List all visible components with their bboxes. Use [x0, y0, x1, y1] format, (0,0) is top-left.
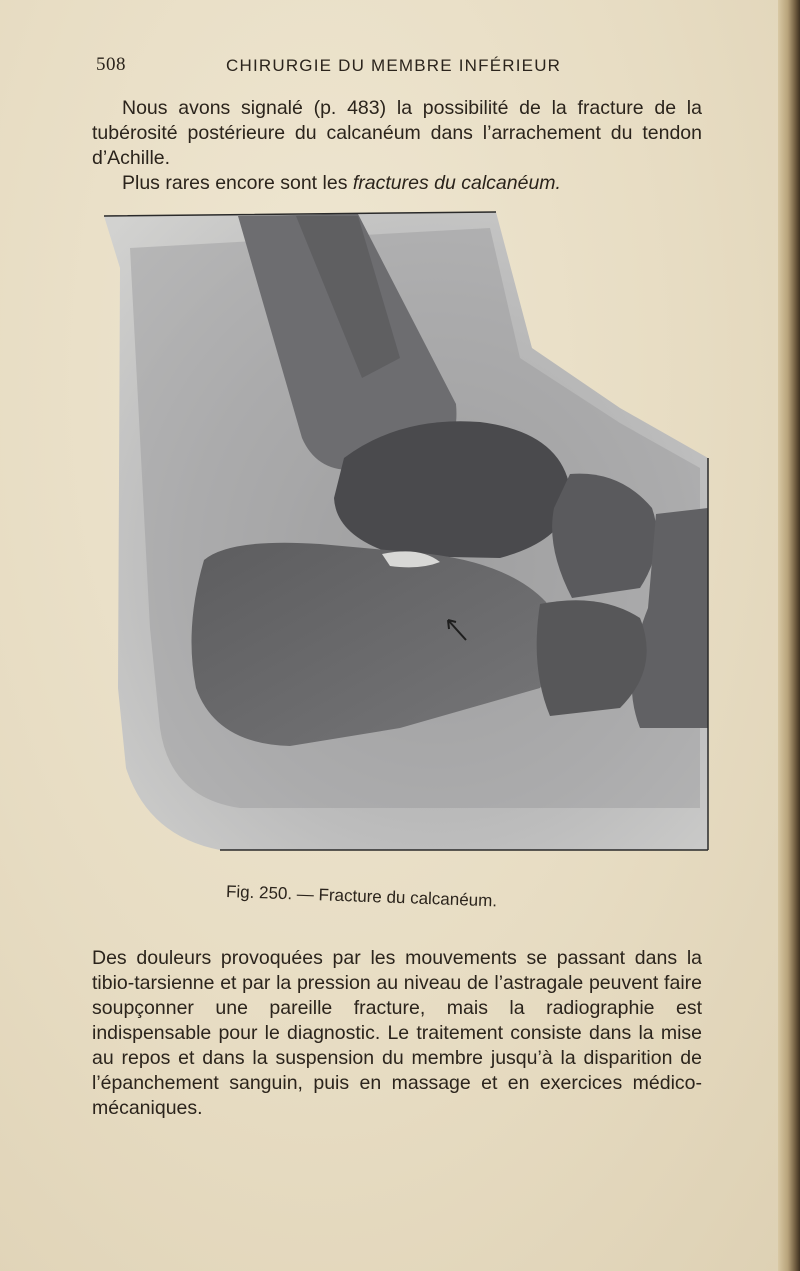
intro-paragraph-2-text: Plus rares encore sont les — [122, 172, 353, 194]
intro-text — [92, 96, 702, 196]
page-number: 508 — [96, 54, 126, 75]
xray-image — [100, 208, 712, 858]
body-paragraph: Des douleurs provoquées par les mouvements se passant dans la tibio-tarsienne et par la pression au niveau de l’astragale peuvent faire soupçonner une pareille fracture, mais la radiographie est indispensable pour le diagnostic. Le traitement consiste dans la mise au repos et dans la suspension du membre jusqu’à la disparition de l’épanchement sanguin, puis en massage et en exercices médico-mécaniques. — [92, 947, 702, 1119]
running-title: CHIRURGIE DU MEMBRE INFÉRIEUR — [226, 56, 562, 75]
body-text — [92, 946, 702, 1121]
book-spine — [778, 0, 800, 1271]
intro-paragraph-2-italic: fractures du calcanéum. — [352, 172, 561, 194]
intro-paragraph-1: Nous avons signalé (p. 483) la possibilité de la fracture de la tubérosité postérieure du calcanéum dans l’arrachement du tendon d’Achille. — [92, 97, 702, 169]
figure-caption: Fig. 250. — Fracture du calcanéum. — [225, 882, 498, 911]
xray-figure — [100, 208, 712, 858]
intro-paragraph-2 — [92, 171, 702, 196]
running-head — [96, 54, 576, 84]
